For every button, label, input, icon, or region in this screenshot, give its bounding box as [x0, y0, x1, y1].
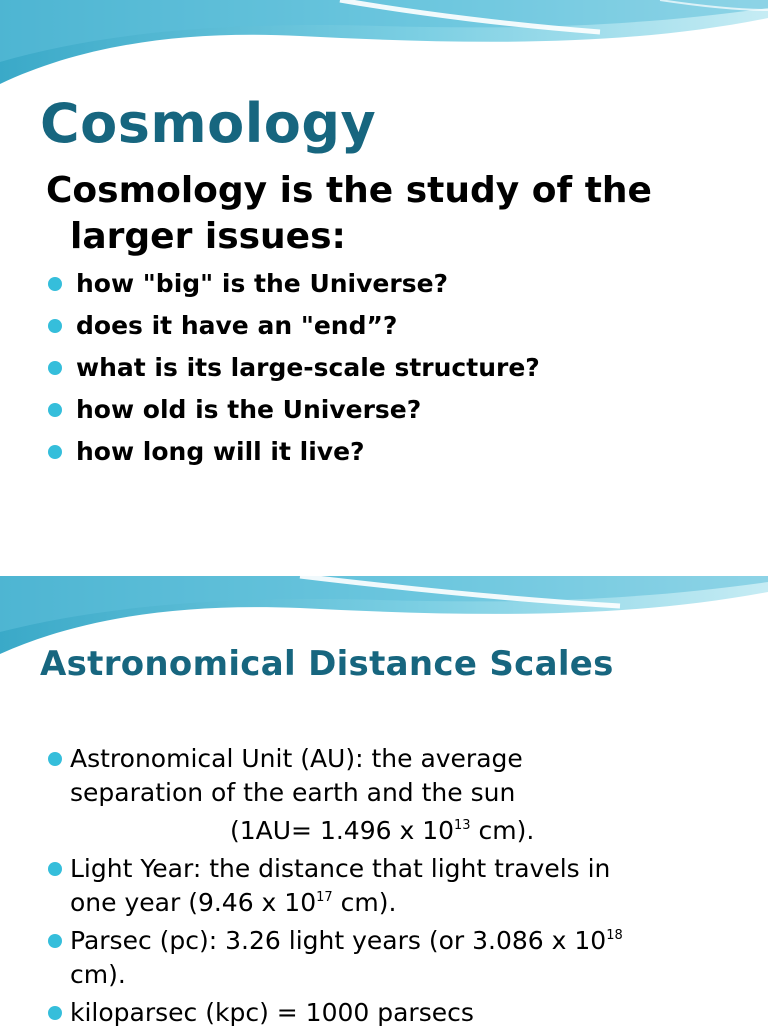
pc-value-text: Parsec (pc): 3.26 light years (or 3.086 x 10: [70, 926, 607, 955]
slide-separator: [0, 560, 768, 576]
au-line-1: Astronomical Unit (AU): the average: [70, 744, 523, 773]
list-item-parsec: [48, 924, 623, 992]
list-item-text: what is its large-scale structure?: [76, 353, 540, 382]
distance-scale-list: [48, 742, 623, 1030]
question-list: [48, 266, 540, 476]
au-line-2: separation of the earth and the sun: [70, 778, 516, 807]
list-item: [48, 434, 540, 476]
pc-line-1: [70, 924, 623, 958]
ly-exponent: 17: [316, 890, 333, 905]
au-value-text: (1AU= 1.496 x 10: [230, 816, 455, 845]
list-item-light-year: [48, 852, 623, 920]
au-unit: cm).: [470, 816, 535, 845]
list-item-text: how long will it live?: [76, 437, 365, 466]
slide-title: Astronomical Distance Scales: [40, 644, 614, 684]
bullet-dot-icon: [48, 934, 62, 948]
list-item-text: how old is the Universe?: [76, 395, 422, 424]
list-item: [48, 350, 540, 392]
intro-line-1: Cosmology is the study of the: [46, 170, 652, 211]
slide-title: Cosmology: [40, 92, 377, 155]
list-item-text: does it have an "end”?: [76, 311, 398, 340]
bullet-dot-icon: [48, 752, 62, 766]
bullet-dot-icon: [48, 445, 62, 459]
intro-line-2: larger issues:: [70, 216, 346, 257]
bullet-dot-icon: [48, 319, 62, 333]
ly-unit: cm).: [332, 888, 397, 917]
au-value: [70, 810, 623, 848]
kpc-line: kiloparsec (kpc) = 1000 parsecs: [70, 998, 474, 1027]
list-item: [48, 308, 540, 350]
list-item: [48, 392, 540, 434]
list-item-kiloparsec: [48, 996, 623, 1030]
bullet-dot-icon: [48, 361, 62, 375]
ly-line-2: [70, 886, 623, 920]
ly-value-text: one year (9.46 x 10: [70, 888, 317, 917]
pc-line-2: cm).: [70, 960, 126, 989]
ly-line-1: Light Year: the distance that light travels in: [70, 854, 611, 883]
bullet-dot-icon: [48, 1006, 62, 1020]
bullet-dot-icon: [48, 403, 62, 417]
intro-text: [46, 168, 746, 260]
pc-exponent: 18: [606, 928, 623, 943]
au-exponent: 13: [454, 818, 471, 833]
bullet-dot-icon: [48, 862, 62, 876]
list-item: [48, 266, 540, 308]
list-item-text: how "big" is the Universe?: [76, 269, 449, 298]
list-item-au: [48, 742, 623, 848]
header-wave-decoration: [0, 0, 768, 100]
bullet-dot-icon: [48, 277, 62, 291]
